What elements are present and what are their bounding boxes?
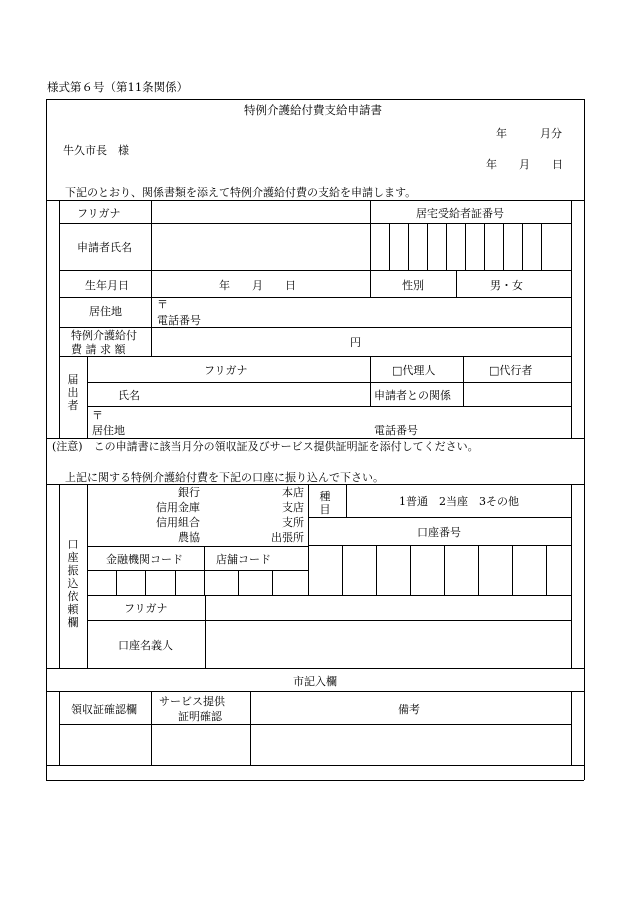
account-kind-label: 種 目 <box>319 490 331 516</box>
certificate-number-label: 居宅受給者証番号 <box>416 207 504 220</box>
amount-label-line1: 特例介護給付 <box>71 329 137 342</box>
filer-phone-label: 電話番号 <box>374 424 418 437</box>
remarks-label: 備考 <box>398 703 420 716</box>
relation-label: 申請者との関係 <box>374 389 451 402</box>
intro-text: 下記のとおり、関係書類を添えて特例介護給付費の支給を申請します。 <box>65 186 417 199</box>
filer-side-label: 届 出 者 <box>67 373 79 412</box>
branch-shisho: 支所 <box>282 516 304 529</box>
branch-main: 本店 <box>282 486 304 499</box>
bank-side-label: 口 座 振 込 依 頼 欄 <box>67 538 79 629</box>
account-kind-options[interactable]: 1普通 2当座 3その他 <box>399 495 519 508</box>
applicant-furigana-label: フリガナ <box>77 207 121 220</box>
sex-label: 性別 <box>402 279 424 292</box>
birth-date-label: 生年月日 <box>85 279 129 292</box>
service-confirm-line2: 証明確認 <box>178 710 222 723</box>
type-bank: 銀行 <box>178 486 200 499</box>
proxy-checkbox[interactable]: □代行者 <box>489 364 533 377</box>
applicant-name-label: 申請者氏名 <box>77 241 132 254</box>
notice-text: (注意) この申請書に該当月分の領収証及びサービス提供証明証を添付してください。 <box>52 440 479 453</box>
addressee: 牛久市長 様 <box>63 144 129 157</box>
postal-mark: 〒 <box>157 298 168 311</box>
institution-code-label: 金融機関コード <box>106 553 183 566</box>
city-section-header: 市記入欄 <box>293 675 337 688</box>
amount-label-line2: 費 請 求 額 <box>71 343 126 356</box>
address-label: 居住地 <box>89 305 122 318</box>
branch-shucchojo: 出張所 <box>271 531 304 544</box>
account-number-label: 口座番号 <box>417 526 461 539</box>
account-holder-label: 口座名義人 <box>118 639 173 652</box>
sex-value[interactable]: 男・女 <box>490 279 523 292</box>
type-nokyo: 農協 <box>178 531 200 544</box>
yen-unit: 円 <box>350 336 361 349</box>
filer-postal-mark: 〒 <box>92 409 103 422</box>
type-shinkin: 信用金庫 <box>156 501 200 514</box>
filer-address-label: 居住地 <box>92 424 125 437</box>
branch-shiten: 支店 <box>282 501 304 514</box>
application-date[interactable]: 年 月 日 <box>486 158 563 171</box>
service-confirm-line1: サービス提供 <box>159 695 225 708</box>
form-number: 様式第６号（第11条関係） <box>47 80 189 94</box>
form-title: 特例介護給付費支給申請書 <box>244 103 382 117</box>
branch-code-label: 店舗コード <box>216 553 271 566</box>
transfer-intro: 上記に関する特例介護給付費を下記の口座に振り込んで下さい。 <box>65 471 384 484</box>
receipt-check-label: 領収証確認欄 <box>71 703 137 716</box>
phone-label: 電話番号 <box>157 314 201 327</box>
filer-name-label: 氏名 <box>118 389 140 402</box>
target-month[interactable]: 年 月分 <box>496 127 562 140</box>
birth-date-value[interactable]: 年 月 日 <box>219 279 296 292</box>
filer-furigana-label: フリガナ <box>204 364 248 377</box>
type-shinkumi: 信用組合 <box>156 516 200 529</box>
bank-furigana-label: フリガナ <box>124 602 168 615</box>
agent-checkbox[interactable]: □代理人 <box>392 364 436 377</box>
